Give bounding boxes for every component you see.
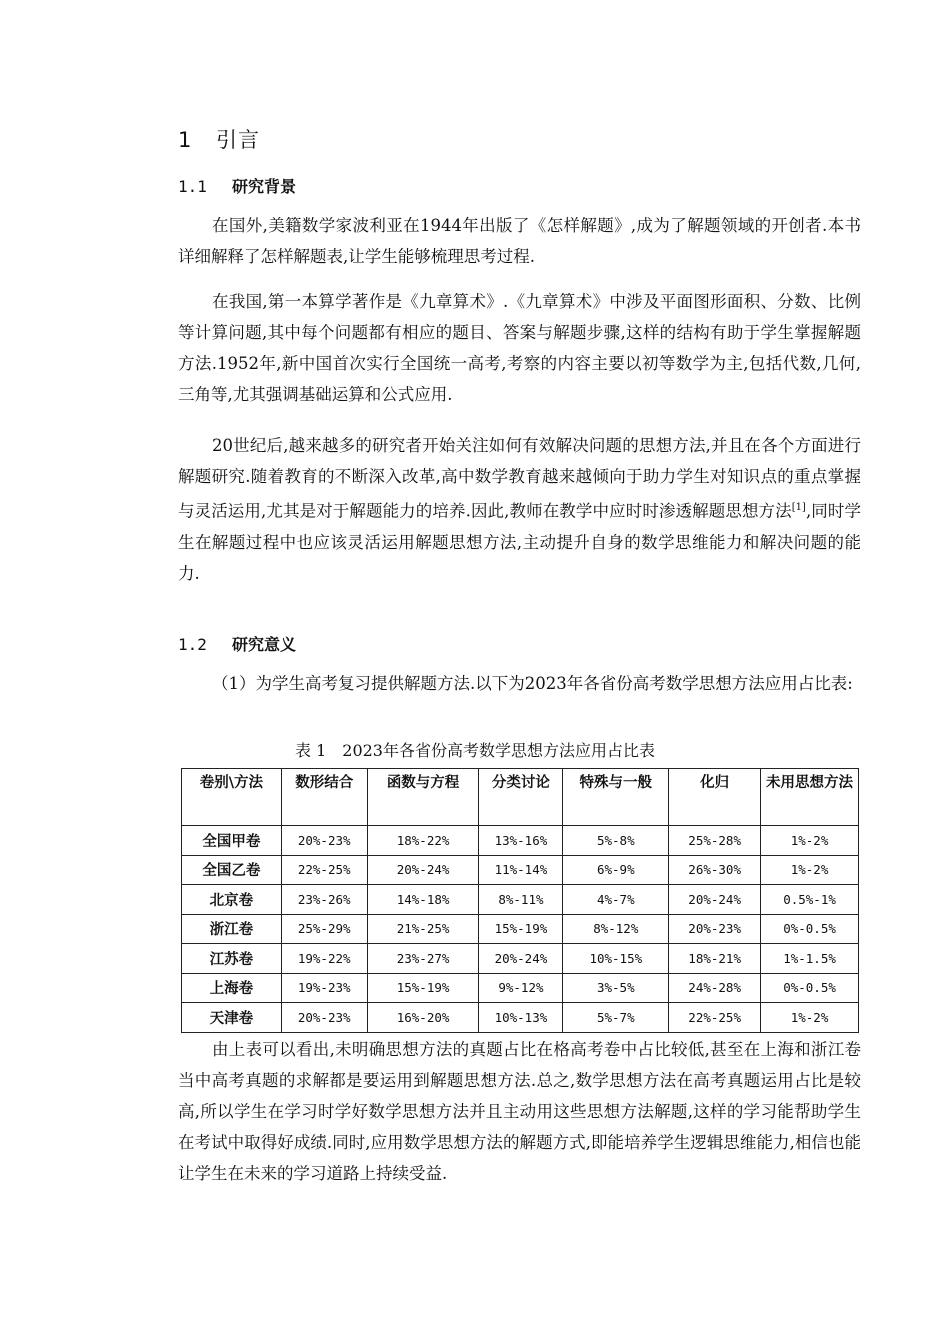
table-cell: 3%-5% xyxy=(563,973,669,1003)
paragraph-3-text-a: 20世纪后,越来越多的研究者开始关注如何有效解决问题的思想方法,并且在各个方面进行解题研究.随着教育的不断深入改革,高中数学教育越来越倾向于助力学生对知识点的重点掌握与灵活运用,尤其是对于解题能力的培养.因此,教师在教学中应时时渗透解题思想方法 xyxy=(178,436,861,521)
paragraph-conclusion: 由上表可以看出,未明确思想方法的真题占比在格高考卷中占比较低,甚至在上海和浙江卷当中高考真题的求解都是要运用到解题思想方法.总之,数学思想方法在高考真题运用占比是较高,所以学生在学习时学好数学思想方法并且主动用这些思想方法解题,这样的学习能帮助学生在考试中取得好成绩.同时,应用数学思想方法的解题方式,即能培养学生逻辑思维能力,相信也能让学生在未来的学习道路上持续受益. xyxy=(178,1040,861,1183)
section-title: 引言 xyxy=(216,128,260,152)
row-label: 北京卷 xyxy=(182,885,282,915)
table-cell: 19%-22% xyxy=(281,944,367,974)
section-title: 研究意义 xyxy=(232,635,297,654)
table-cell: 8%-12% xyxy=(563,914,669,944)
table-cell: 23%-27% xyxy=(367,944,479,974)
table-cell: 22%-25% xyxy=(281,855,367,885)
paragraph-intro: （1）为学生高考复习提供解题方法.以下为2023年各省份高考数学思想方法应用占比表: xyxy=(212,674,853,693)
section-1-2-heading xyxy=(178,632,296,655)
section-title: 研究背景 xyxy=(232,177,297,196)
table-cell: 13%-16% xyxy=(479,826,563,856)
row-label: 上海卷 xyxy=(182,973,282,1003)
table-cell: 6%-9% xyxy=(563,855,669,885)
table-cell: 5%-7% xyxy=(563,1003,669,1033)
table-cell: 15%-19% xyxy=(367,973,479,1003)
table-cell: 1%-2% xyxy=(761,855,859,885)
table-row xyxy=(182,885,859,915)
table-row xyxy=(182,973,859,1003)
table-row xyxy=(182,944,859,974)
table-cell: 20%-23% xyxy=(669,914,761,944)
table-cell: 5%-8% xyxy=(563,826,669,856)
method-ratio-table xyxy=(181,768,859,1033)
table-cell: 23%-26% xyxy=(281,885,367,915)
table-cell: 16%-20% xyxy=(367,1003,479,1033)
section-1-1-heading xyxy=(178,174,296,197)
table-row xyxy=(182,826,859,856)
table-row xyxy=(182,914,859,944)
row-label: 全国乙卷 xyxy=(182,855,282,885)
citation-1[interactable]: [1] xyxy=(791,502,806,513)
header-cell: 未用思想方法 xyxy=(761,769,859,826)
paragraph-3-text-b: ,同时学生在解题过程中也应该灵活运用解题思想方法,主动提升自身的数学思维能力和解决问题的能力. xyxy=(178,501,861,583)
table-cell: 20%-24% xyxy=(367,855,479,885)
table-cell: 22%-25% xyxy=(669,1003,761,1033)
table-cell: 20%-23% xyxy=(281,1003,367,1033)
section-number: 1 xyxy=(178,128,193,152)
header-cell: 卷别\方法 xyxy=(182,769,282,826)
paragraph-3 xyxy=(178,430,861,589)
table-cell: 20%-23% xyxy=(281,826,367,856)
paragraph-1: 在国外,美籍数学家波利亚在1944年出版了《怎样解题》,成为了解题领域的开创者.本书详细解释了怎样解题表,让学生能够梳理思考过程. xyxy=(178,216,861,266)
table-cell: 24%-28% xyxy=(669,973,761,1003)
table-cell: 1%-1.5% xyxy=(761,944,859,974)
paragraph-2: 在我国,第一本算学著作是《九章算术》.《九章算术》中涉及平面图形面积、分数、比例等计算问题,其中每个问题都有相应的题目、答案与解题步骤,这样的结构有助于学生掌握解题方法.1952年,新中国首次实行全国统一高考,考察的内容主要以初等数学为主,包括代数,几何,三角等,尤其强调基础运算和公式应用. xyxy=(178,292,861,404)
row-label: 江苏卷 xyxy=(182,944,282,974)
table-header-row xyxy=(182,769,859,826)
header-cell: 数形结合 xyxy=(281,769,367,826)
table-cell: 0.5%-1% xyxy=(761,885,859,915)
table-cell: 20%-24% xyxy=(669,885,761,915)
table-cell: 10%-15% xyxy=(563,944,669,974)
header-cell: 分类讨论 xyxy=(479,769,563,826)
header-cell: 函数与方程 xyxy=(367,769,479,826)
table-cell: 11%-14% xyxy=(479,855,563,885)
section-number: 1.1 xyxy=(178,177,207,196)
row-label: 全国甲卷 xyxy=(182,826,282,856)
section-number: 1.2 xyxy=(178,635,207,654)
table-cell: 20%-24% xyxy=(479,944,563,974)
table-cell: 4%-7% xyxy=(563,885,669,915)
table-cell: 14%-18% xyxy=(367,885,479,915)
table-cell: 18%-22% xyxy=(367,826,479,856)
table-cell: 1%-2% xyxy=(761,826,859,856)
table-cell: 26%-30% xyxy=(669,855,761,885)
row-label: 浙江卷 xyxy=(182,914,282,944)
table-cell: 1%-2% xyxy=(761,1003,859,1033)
table-cell: 0%-0.5% xyxy=(761,973,859,1003)
header-cell: 化归 xyxy=(669,769,761,826)
table-cell: 15%-19% xyxy=(479,914,563,944)
table-cell: 19%-23% xyxy=(281,973,367,1003)
table-cell: 9%-12% xyxy=(479,973,563,1003)
table-row xyxy=(182,855,859,885)
header-cell: 特殊与一般 xyxy=(563,769,669,826)
table-cell: 21%-25% xyxy=(367,914,479,944)
section-1-heading xyxy=(178,124,260,154)
table-cell: 25%-28% xyxy=(669,826,761,856)
table-caption: 表 1 2023年各省份高考数学思想方法应用占比表 xyxy=(295,741,655,760)
table-row xyxy=(182,1003,859,1033)
row-label: 天津卷 xyxy=(182,1003,282,1033)
table-cell: 0%-0.5% xyxy=(761,914,859,944)
table-cell: 25%-29% xyxy=(281,914,367,944)
table-cell: 18%-21% xyxy=(669,944,761,974)
table-cell: 8%-11% xyxy=(479,885,563,915)
table-cell: 10%-13% xyxy=(479,1003,563,1033)
